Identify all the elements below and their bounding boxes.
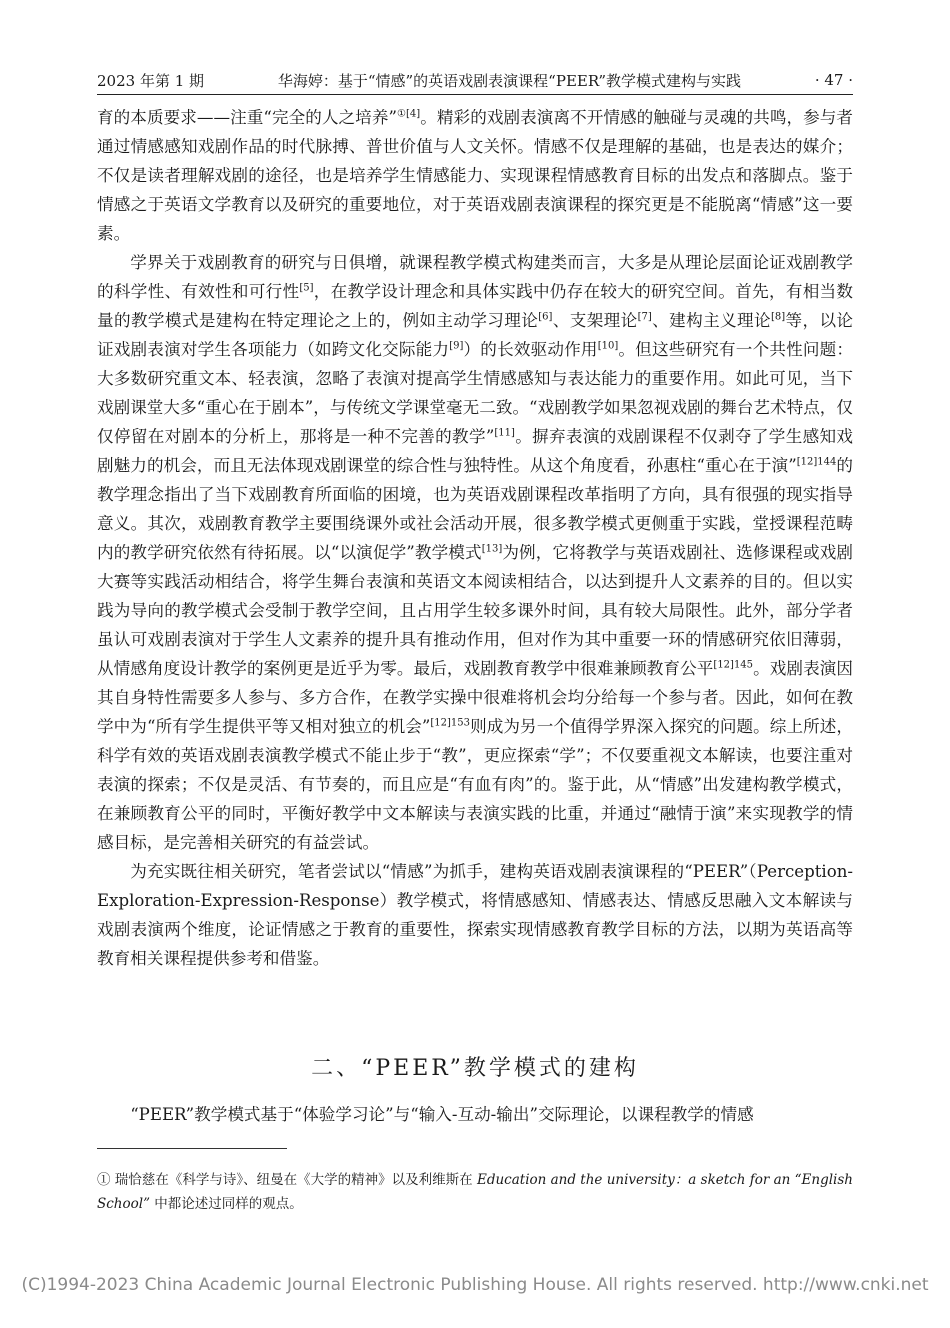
citation-marker: [11]	[494, 427, 515, 439]
section-paragraph	[97, 1100, 853, 1129]
paragraph-text: ，在教学设计理念和具体实践中仍存在较大的研究空间。首先，有相当数量的教学模式是建构在特定理论之上的，例如主动学习理论	[97, 282, 854, 330]
footnote	[97, 1168, 853, 1216]
paragraph-text: 学界关于戏剧教育的研究与日俱增，就课程教学模式构建类而言，大多是从理论层面论证戏剧教学的科学性、有效性和可行性	[97, 253, 853, 301]
running-title: 华海婷：基于“情感”的英语戏剧表演课程“PEER”教学模式建构与实践	[277, 71, 741, 90]
paragraph-text: 。但这些研究有一个共性问题：大多数研究重文本、轻表演，忽略了表演对提高学生情感感知与表达能力的重要作用。如此可见，当下戏剧课堂大多“重心在于剧本”，与传统文学课堂毫无二致。“戏剧教学如果忽视戏剧的舞台艺术特点，仅仅停留在对剧本的分析上，那将是一种不完善的教学”	[97, 340, 854, 446]
page-number: · 47 ·	[814, 71, 853, 89]
citation-marker: [12]144	[796, 456, 837, 468]
paragraph-text: 则成为另一个值得学界深入探究的问题。综上所述，科学有效的英语戏剧表演教学模式不能止步于“教”，更应探索“学”；不仅要重视文本解读，也要注重对表演的探索；不仅是灵活、有节奏的，而且应是“有血有肉”的。鉴于此，从“情感”出发建构教学模式，在兼顾教育公平的同时，平衡好教学中文本解读与表演实践的比重，并通过“融情于演”来实现教学的情感目标，是完善相关研究的有益尝试。	[97, 717, 854, 852]
citation-marker: [13]	[481, 543, 503, 555]
paragraph-text: 。精彩的戏剧表演离不开情感的触碰与灵魂的共鸣，参与者通过情感感知戏剧作品的时代脉搏、普世价值与人文关怀。情感不仅是理解的基础，也是表达的媒介；不仅是读者理解戏剧的途径，也是培养学生情感能力、实现课程情感教育目标的出发点和落脚点。鉴于情感之于英语文学教育以及研究的重要地位，对于英语戏剧表演课程的探究更是不能脱离“情感”这一要素。	[97, 108, 854, 243]
issue-label: 2023 年第 1 期	[97, 71, 205, 90]
paragraph-text: 育的本质要求——注重“完全的人之培养”	[97, 108, 397, 127]
paragraph-3: 为充实既往相关研究，笔者尝试以“情感”为抓手，建构英语戏剧表演课程的“PEER”（Perception-Exploration-Expression-Response）教学模式，将情感感知、情感表达、情感反思融入文本解读与戏剧表演两个维度，论证情感之于教育的重要性，探索实现情感教育教学目标的方法，以期为英语高等教育相关课程提供参考和借鉴。	[97, 862, 853, 968]
paragraph-2	[97, 248, 853, 857]
paragraph-text: ）的长效驱动作用	[463, 340, 598, 359]
footnote-text: 中都论述过同样的观点。	[149, 1196, 303, 1212]
citation-marker: ①[4]	[396, 108, 421, 120]
footnote-title: Education and the university：a sketch for an “English School”	[97, 1172, 853, 1212]
footnote-text: ① 瑞恰慈在《科学与诗》、纽曼在《大学的精神》以及利维斯在	[97, 1172, 477, 1188]
paragraph-text: 等，以论证戏剧表演对学生各项能力（如跨文化交际能力	[97, 311, 854, 359]
paragraph-text: 。戏剧表演因其自身特性需要多人参与、多方合作，在教学实操中很难将机会均分给每一个参与者。因此，如何在教学中为“所有学生提供平等又相对独立的机会”	[97, 659, 854, 736]
paragraph-text: 。摒弃表演的戏剧课程不仅剥夺了学生感知戏剧魅力的机会，而且无法体现戏剧课堂的综合性与独特性。从这个角度看，孙惠柱“重心在于演”	[97, 427, 854, 475]
article-body	[97, 103, 853, 973]
paragraph-text: 为例，它将教学与英语戏剧社、选修课程或戏剧大赛等实践活动相结合，将学生舞台表演和英语文本阅读相结合，以达到提升人文素养的目的。但以实践为导向的教学模式会受制于教学空间，且占用学生较多课外时间，具有较大局限性。此外，部分学者虽认可戏剧表演对于学生人文素养的提升具有推动作用，但对作为其中重要一环的情感研究依旧薄弱，从情感角度设计教学的案例更是近乎为零。最后，戏剧教育教学中很难兼顾教育公平	[97, 543, 854, 678]
paragraph-text: 的教学理念指出了当下戏剧教育所面临的困境，也为英语戏剧课程改革指明了方向，具有很强的现实指导意义。其次，戏剧教育教学主要围绕课外或社会活动开展，很多教学模式更侧重于实践，堂授课程范畴内的教学研究依然有待拓展。以“以演促学”教学模式	[97, 456, 853, 562]
citation-marker: [8]	[770, 311, 786, 323]
paragraph-text: 、支架理论	[552, 311, 638, 330]
citation-marker: [12]153	[430, 717, 471, 729]
citation-marker: [7]	[637, 311, 652, 323]
citation-marker: [9]	[449, 340, 464, 352]
running-header	[97, 66, 853, 95]
citation-marker: [10]	[597, 340, 619, 352]
section-heading: 二、“PEER”教学模式的建构	[311, 1056, 639, 1081]
paragraph-1	[97, 103, 853, 248]
footnote-divider	[97, 1148, 287, 1149]
citation-marker: [5]	[299, 282, 314, 294]
copyright-watermark: (C)1994-2023 China Academic Journal Electronic Publishing House. All rights reserved. http://www.cnki.net	[21, 1275, 929, 1295]
paragraph-text: “PEER”教学模式基于“体验学习论”与“输入-互动-输出”交际理论，以课程教学的情感	[130, 1105, 754, 1124]
paragraph-text: 、建构主义理论	[651, 311, 771, 330]
citation-marker: [12]145	[713, 659, 754, 671]
citation-marker: [6]	[538, 311, 553, 323]
